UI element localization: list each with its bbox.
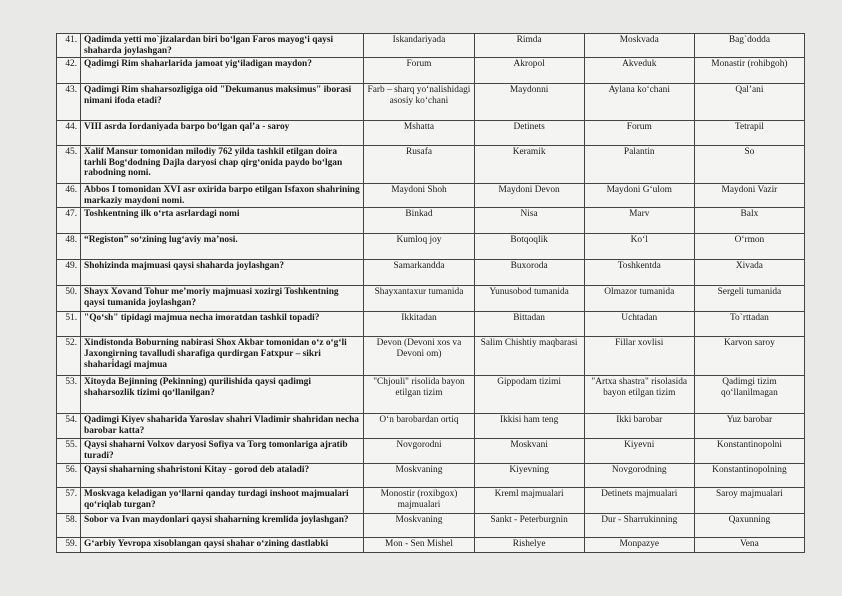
table-row xyxy=(57,312,805,337)
question-number: 43. xyxy=(57,84,81,121)
question-text: Qadimda yetti mo`jizalardan biri bo‘lgan Faros mayog‘i qaysi shaharda joylashgan? xyxy=(81,34,364,58)
table-row xyxy=(57,58,805,84)
answer-option-d: Konstantinopolni xyxy=(694,439,804,464)
question-text: G‘arbiy Yevropa xisoblangan qaysi shahar o‘zining dastlabki xyxy=(81,538,364,553)
answer-option-a: Farb – sharq yo‘nalishidagi asosiy ko‘chani xyxy=(364,84,474,121)
answer-option-a: Iskandariyada xyxy=(364,34,474,58)
answer-option-c: Dur - Sharrukinning xyxy=(584,514,694,538)
answer-option-c: Kiyevni xyxy=(584,439,694,464)
question-number: 55. xyxy=(57,439,81,464)
table-row xyxy=(57,439,805,464)
question-text: Abbos I tomonidan XVI asr oxirida barpo etilgan Isfaxon shahrining markaziy maydoni nomi. xyxy=(81,184,364,208)
question-number: 59. xyxy=(57,538,81,553)
answer-option-c: Toshkentda xyxy=(584,260,694,286)
question-number: 56. xyxy=(57,464,81,488)
answer-option-c: Maydoni G‘ulom xyxy=(584,184,694,208)
answer-option-d: Yuz barobar xyxy=(694,414,804,439)
answer-option-b: Akropol xyxy=(474,58,584,84)
question-number: 51. xyxy=(57,312,81,337)
answer-option-d: Qadimgi tizim qo‘llanilmagan xyxy=(694,376,804,414)
quiz-table-page xyxy=(56,33,805,553)
answer-option-d: Saroy majmualari xyxy=(694,488,804,514)
answer-option-d: Qaxunning xyxy=(694,514,804,538)
question-text: VIII asrda Iordaniyada barpo bo‘lgan qal’a - saroy xyxy=(81,121,364,146)
answer-option-a: Rusafa xyxy=(364,146,474,184)
table-row xyxy=(57,121,805,146)
question-text: Shohizinda majmuasi qaysi shaharda joylashgan? xyxy=(81,260,364,286)
answer-option-a: Moskvaning xyxy=(364,514,474,538)
answer-option-c: Marv xyxy=(584,208,694,234)
answer-option-c: Novgorodning xyxy=(584,464,694,488)
question-number: 54. xyxy=(57,414,81,439)
answer-option-d: Maydoni Vazir xyxy=(694,184,804,208)
question-text: Xindistonda Boburning nabirasi Shox Akbar tomonidan o‘z o‘g‘li Jaxongirning tavalludi sharafiga qurdirgan Fatxpur – sikri shahari̇dagi majmua xyxy=(81,337,364,376)
question-number: 48. xyxy=(57,234,81,260)
answer-option-d: Bag`dodda xyxy=(694,34,804,58)
answer-option-a: Binkad xyxy=(364,208,474,234)
table-row xyxy=(57,184,805,208)
question-number: 42. xyxy=(57,58,81,84)
table-row xyxy=(57,234,805,260)
table-row xyxy=(57,488,805,514)
table-row xyxy=(57,538,805,553)
answer-option-c: Ikki barobar xyxy=(584,414,694,439)
answer-option-c: Fillar xovlisi xyxy=(584,337,694,376)
table-row xyxy=(57,514,805,538)
question-number: 58. xyxy=(57,514,81,538)
answer-option-a: Samarkandda xyxy=(364,260,474,286)
quiz-table xyxy=(56,33,805,553)
quiz-table-body xyxy=(57,34,805,553)
question-text: Qadimgi Kiyev shaharida Yaroslav shahri Vladimir shahridan necha barobar katta? xyxy=(81,414,364,439)
answer-option-c: Ko‘l xyxy=(584,234,694,260)
question-number: 50. xyxy=(57,286,81,312)
answer-option-b: Kiyevning xyxy=(474,464,584,488)
answer-option-a: Novgorodni xyxy=(364,439,474,464)
table-row xyxy=(57,84,805,121)
table-row xyxy=(57,208,805,234)
answer-option-c: Forum xyxy=(584,121,694,146)
answer-option-a: Kumloq joy xyxy=(364,234,474,260)
question-number: 49. xyxy=(57,260,81,286)
question-text: Qadimgi Rim shaharlarida jamoat yig‘iladigan maydon? xyxy=(81,58,364,84)
answer-option-b: Nisa xyxy=(474,208,584,234)
answer-option-a: Maydoni Shoh xyxy=(364,184,474,208)
answer-option-d: O‘rmon xyxy=(694,234,804,260)
question-text: Xitoyda Bejinning (Pekinning) qurilishida qaysi qadimgi shaharsozlik tizimi qo‘llanilgan? xyxy=(81,376,364,414)
answer-option-c: Monpazye xyxy=(584,538,694,553)
question-text: Shayx Xovand Tohur me’moriy majmuasi xozirgi Toshkentning qaysi tumanida joylashgan? xyxy=(81,286,364,312)
question-text: Moskvaga keladigan yo‘llarni qanday turdagi inshoot majmualari qo‘riqlab turgan? xyxy=(81,488,364,514)
answer-option-b: Detinets xyxy=(474,121,584,146)
answer-option-b: Maydoni Devon xyxy=(474,184,584,208)
answer-option-c: Detinets majmualari xyxy=(584,488,694,514)
answer-option-b: Kreml majmualari xyxy=(474,488,584,514)
question-text: Qadimgi Rim shaharsozligiga oid "Dekumanus maksimus" iborasi nimani ifoda etadi? xyxy=(81,84,364,121)
answer-option-b: Ikkisi ham teng xyxy=(474,414,584,439)
answer-option-b: Rimda xyxy=(474,34,584,58)
answer-option-c: "Artxa shastra" risolasida bayon etilgan tizim xyxy=(584,376,694,414)
answer-option-a: Ikkitadan xyxy=(364,312,474,337)
answer-option-c: Palantin xyxy=(584,146,694,184)
question-text: "Qo‘sh" tipidagi majmua necha imoratdan tashkil topadi? xyxy=(81,312,364,337)
table-row xyxy=(57,260,805,286)
answer-option-d: Sergeli tumanida xyxy=(694,286,804,312)
answer-option-c: Olmazor tumanida xyxy=(584,286,694,312)
answer-option-c: Aylana ko‘chani xyxy=(584,84,694,121)
answer-option-c: Akveduk xyxy=(584,58,694,84)
answer-option-d: Qal’ani xyxy=(694,84,804,121)
answer-option-b: Botqoqlik xyxy=(474,234,584,260)
question-number: 44. xyxy=(57,121,81,146)
table-row xyxy=(57,286,805,312)
answer-option-d: So xyxy=(694,146,804,184)
answer-option-d: Karvon saroy xyxy=(694,337,804,376)
table-row xyxy=(57,376,805,414)
question-text: Sobor va Ivan maydonlari qaysi shaharning kremlida joylashgan? xyxy=(81,514,364,538)
answer-option-d: Monastir (rohibgoh) xyxy=(694,58,804,84)
answer-option-b: Salim Chishtiy maqbarasi xyxy=(474,337,584,376)
answer-option-b: Gippodam tizimi xyxy=(474,376,584,414)
answer-option-d: Tetrapil xyxy=(694,121,804,146)
answer-option-b: Sankt - Peterburgnin xyxy=(474,514,584,538)
answer-option-a: Mshatta xyxy=(364,121,474,146)
question-number: 47. xyxy=(57,208,81,234)
answer-option-a: Devon (Devoni xos va Devoni om) xyxy=(364,337,474,376)
answer-option-b: Yunusobod tumanida xyxy=(474,286,584,312)
question-number: 46. xyxy=(57,184,81,208)
question-text: Toshkentning ilk o‘rta asrlardagi nomi xyxy=(81,208,364,234)
answer-option-c: Moskvada xyxy=(584,34,694,58)
question-number: 45. xyxy=(57,146,81,184)
answer-option-b: Buxoroda xyxy=(474,260,584,286)
answer-option-a: Mon - Sen Mishel xyxy=(364,538,474,553)
question-number: 41. xyxy=(57,34,81,58)
answer-option-b: Keramik xyxy=(474,146,584,184)
table-row xyxy=(57,464,805,488)
question-text: “Registon” so‘zining lug‘aviy ma’nosi. xyxy=(81,234,364,260)
table-row xyxy=(57,337,805,376)
question-text: Qaysi shaharni Volxov daryosi Sofiya va Torg tomonlariga ajratib turadi? xyxy=(81,439,364,464)
answer-option-d: Balx xyxy=(694,208,804,234)
answer-option-a: Shayxantaxur tumanida xyxy=(364,286,474,312)
answer-option-d: Konstantinopolning xyxy=(694,464,804,488)
answer-option-a: Moskvaning xyxy=(364,464,474,488)
answer-option-a: O‘n barobardan ortiq xyxy=(364,414,474,439)
answer-option-a: Forum xyxy=(364,58,474,84)
answer-option-b: Moskvani xyxy=(474,439,584,464)
table-row xyxy=(57,34,805,58)
answer-option-d: Vena xyxy=(694,538,804,553)
table-row xyxy=(57,146,805,184)
answer-option-a: Monostir (roxibgox) majmualari xyxy=(364,488,474,514)
answer-option-c: Uchtadan xyxy=(584,312,694,337)
question-number: 53. xyxy=(57,376,81,414)
table-row xyxy=(57,414,805,439)
answer-option-d: Xivada xyxy=(694,260,804,286)
question-number: 52. xyxy=(57,337,81,376)
question-number: 57. xyxy=(57,488,81,514)
question-text: Xalif Mansur tomonidan milodiy 762 yilda tashkil etilgan doira tarhli Bog‘dodning Dajla daryosi chap qirg‘onida paydo bo‘lgan rabodning nomi. xyxy=(81,146,364,184)
answer-option-b: Bittadan xyxy=(474,312,584,337)
question-text: Qaysi shaharning shahristoni Kitay - gorod deb ataladi? xyxy=(81,464,364,488)
answer-option-b: Maydonni xyxy=(474,84,584,121)
answer-option-d: To`rttadan xyxy=(694,312,804,337)
answer-option-b: Rishelye xyxy=(474,538,584,553)
answer-option-a: "Chjouli" risolida bayon etilgan tizim xyxy=(364,376,474,414)
